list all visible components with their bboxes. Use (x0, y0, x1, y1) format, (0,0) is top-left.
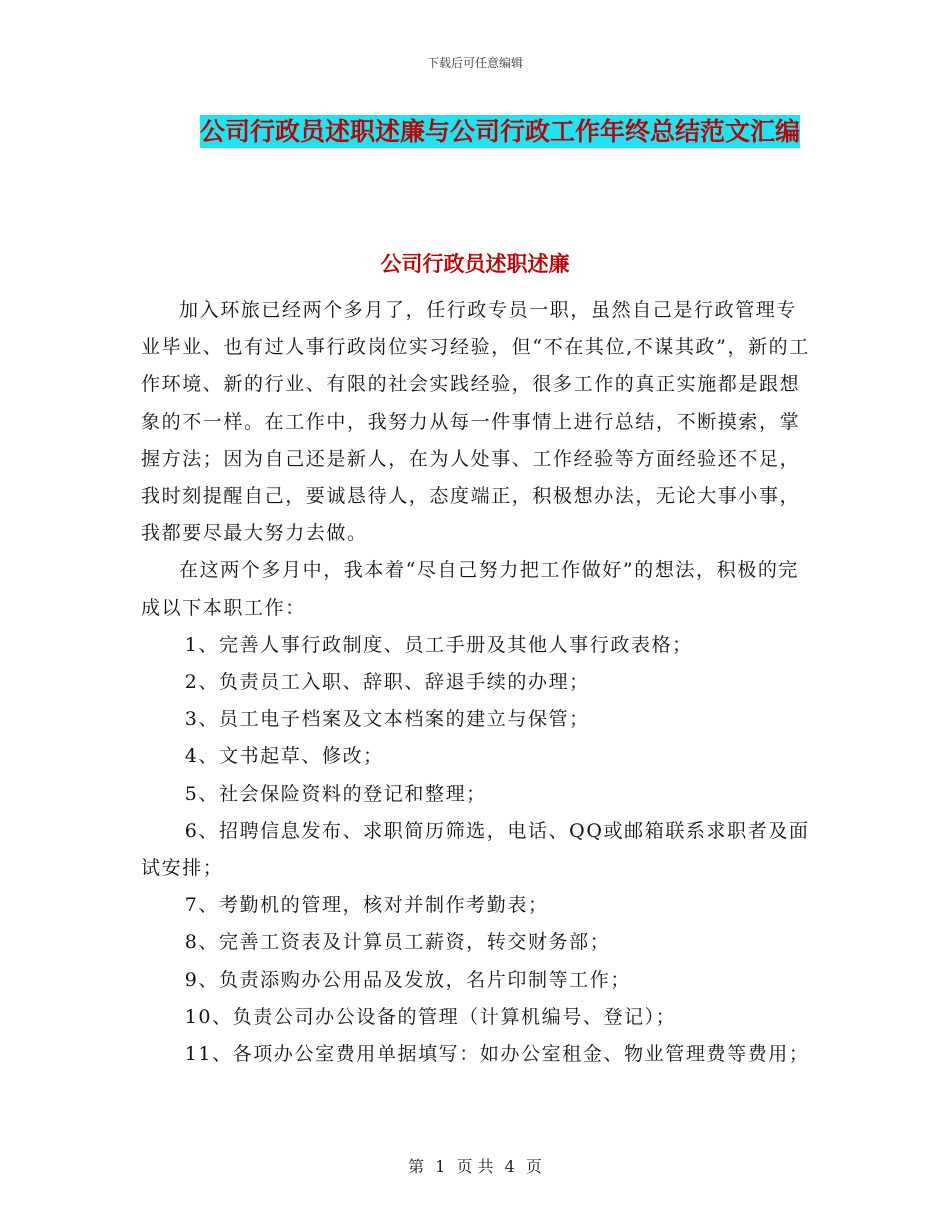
list-item: 11、各项办公室费用单据填写：如办公室租金、物业管理费等费用； (184, 1043, 810, 1066)
list-item: 7、考勤机的管理，核对并制作考勤表； (184, 894, 549, 917)
list-item: 4、文书起草、修改； (184, 745, 384, 768)
footer-page-number: 1 (435, 1157, 446, 1176)
list-item: 6、招聘信息发布、求职简历筛选，电话、QQ或邮箱联系求职者及面试安排； (141, 819, 810, 880)
page-footer (0, 1154, 950, 1177)
document-title (190, 110, 810, 154)
section-title: 公司行政员述职述廉 (380, 252, 570, 276)
list-item: 1、完善人事行政制度、员工手册及其他人事行政表格； (184, 633, 693, 656)
list-item: 2、负责员工入职、辞职、辞退手续的办理； (184, 671, 590, 694)
footer-middle: 页 共 (456, 1157, 494, 1176)
paragraph: 在这两个多月中，我本着“尽自己努力把工作做好”的想法，积极的完成以下本职工作： (141, 559, 800, 619)
header-note: 下载后可任意编辑 (426, 56, 523, 70)
footer-suffix: 页 (525, 1157, 542, 1176)
list-item: 3、员工电子档案及文本档案的建立与保管； (184, 708, 590, 731)
list-item: 8、完善工资表及计算员工薪资，转交财务部； (184, 931, 611, 954)
paragraph: 加入环旅已经两个多月了，任行政专员一职，虽然自己是行政管理专业毕业、也有过人事行政岗位实习经验，但“不在其位,不谋其政”，新的工作环境、新的行业、有限的社会实践经验，很多工作的真正实施都是跟想象的不一样。在工作中，我努力从每一件事情上进行总结，不断摸索，掌握方法；因为自己还是新人，在为人处事、工作经验等方面经验还不足，我时刻提醒自己，要诚恳待人，态度端正，积极想办法，无论大事小事，我都要尽最大努力去做。 (141, 299, 810, 545)
list-item: 5、社会保险资料的登记和整理； (184, 782, 487, 805)
document-title-text: 公司行政员述职述廉与公司行政工作年终总结范文汇编 (199, 117, 800, 146)
footer-total-pages: 4 (504, 1157, 515, 1176)
document-body (141, 292, 813, 1073)
list-item: 9、负责添购办公用品及发放，名片印制等工作； (184, 968, 631, 991)
footer-prefix: 第 (408, 1157, 425, 1176)
list-item: 10、负责公司办公设备的管理（计算机编号、登记）； (184, 1005, 677, 1028)
